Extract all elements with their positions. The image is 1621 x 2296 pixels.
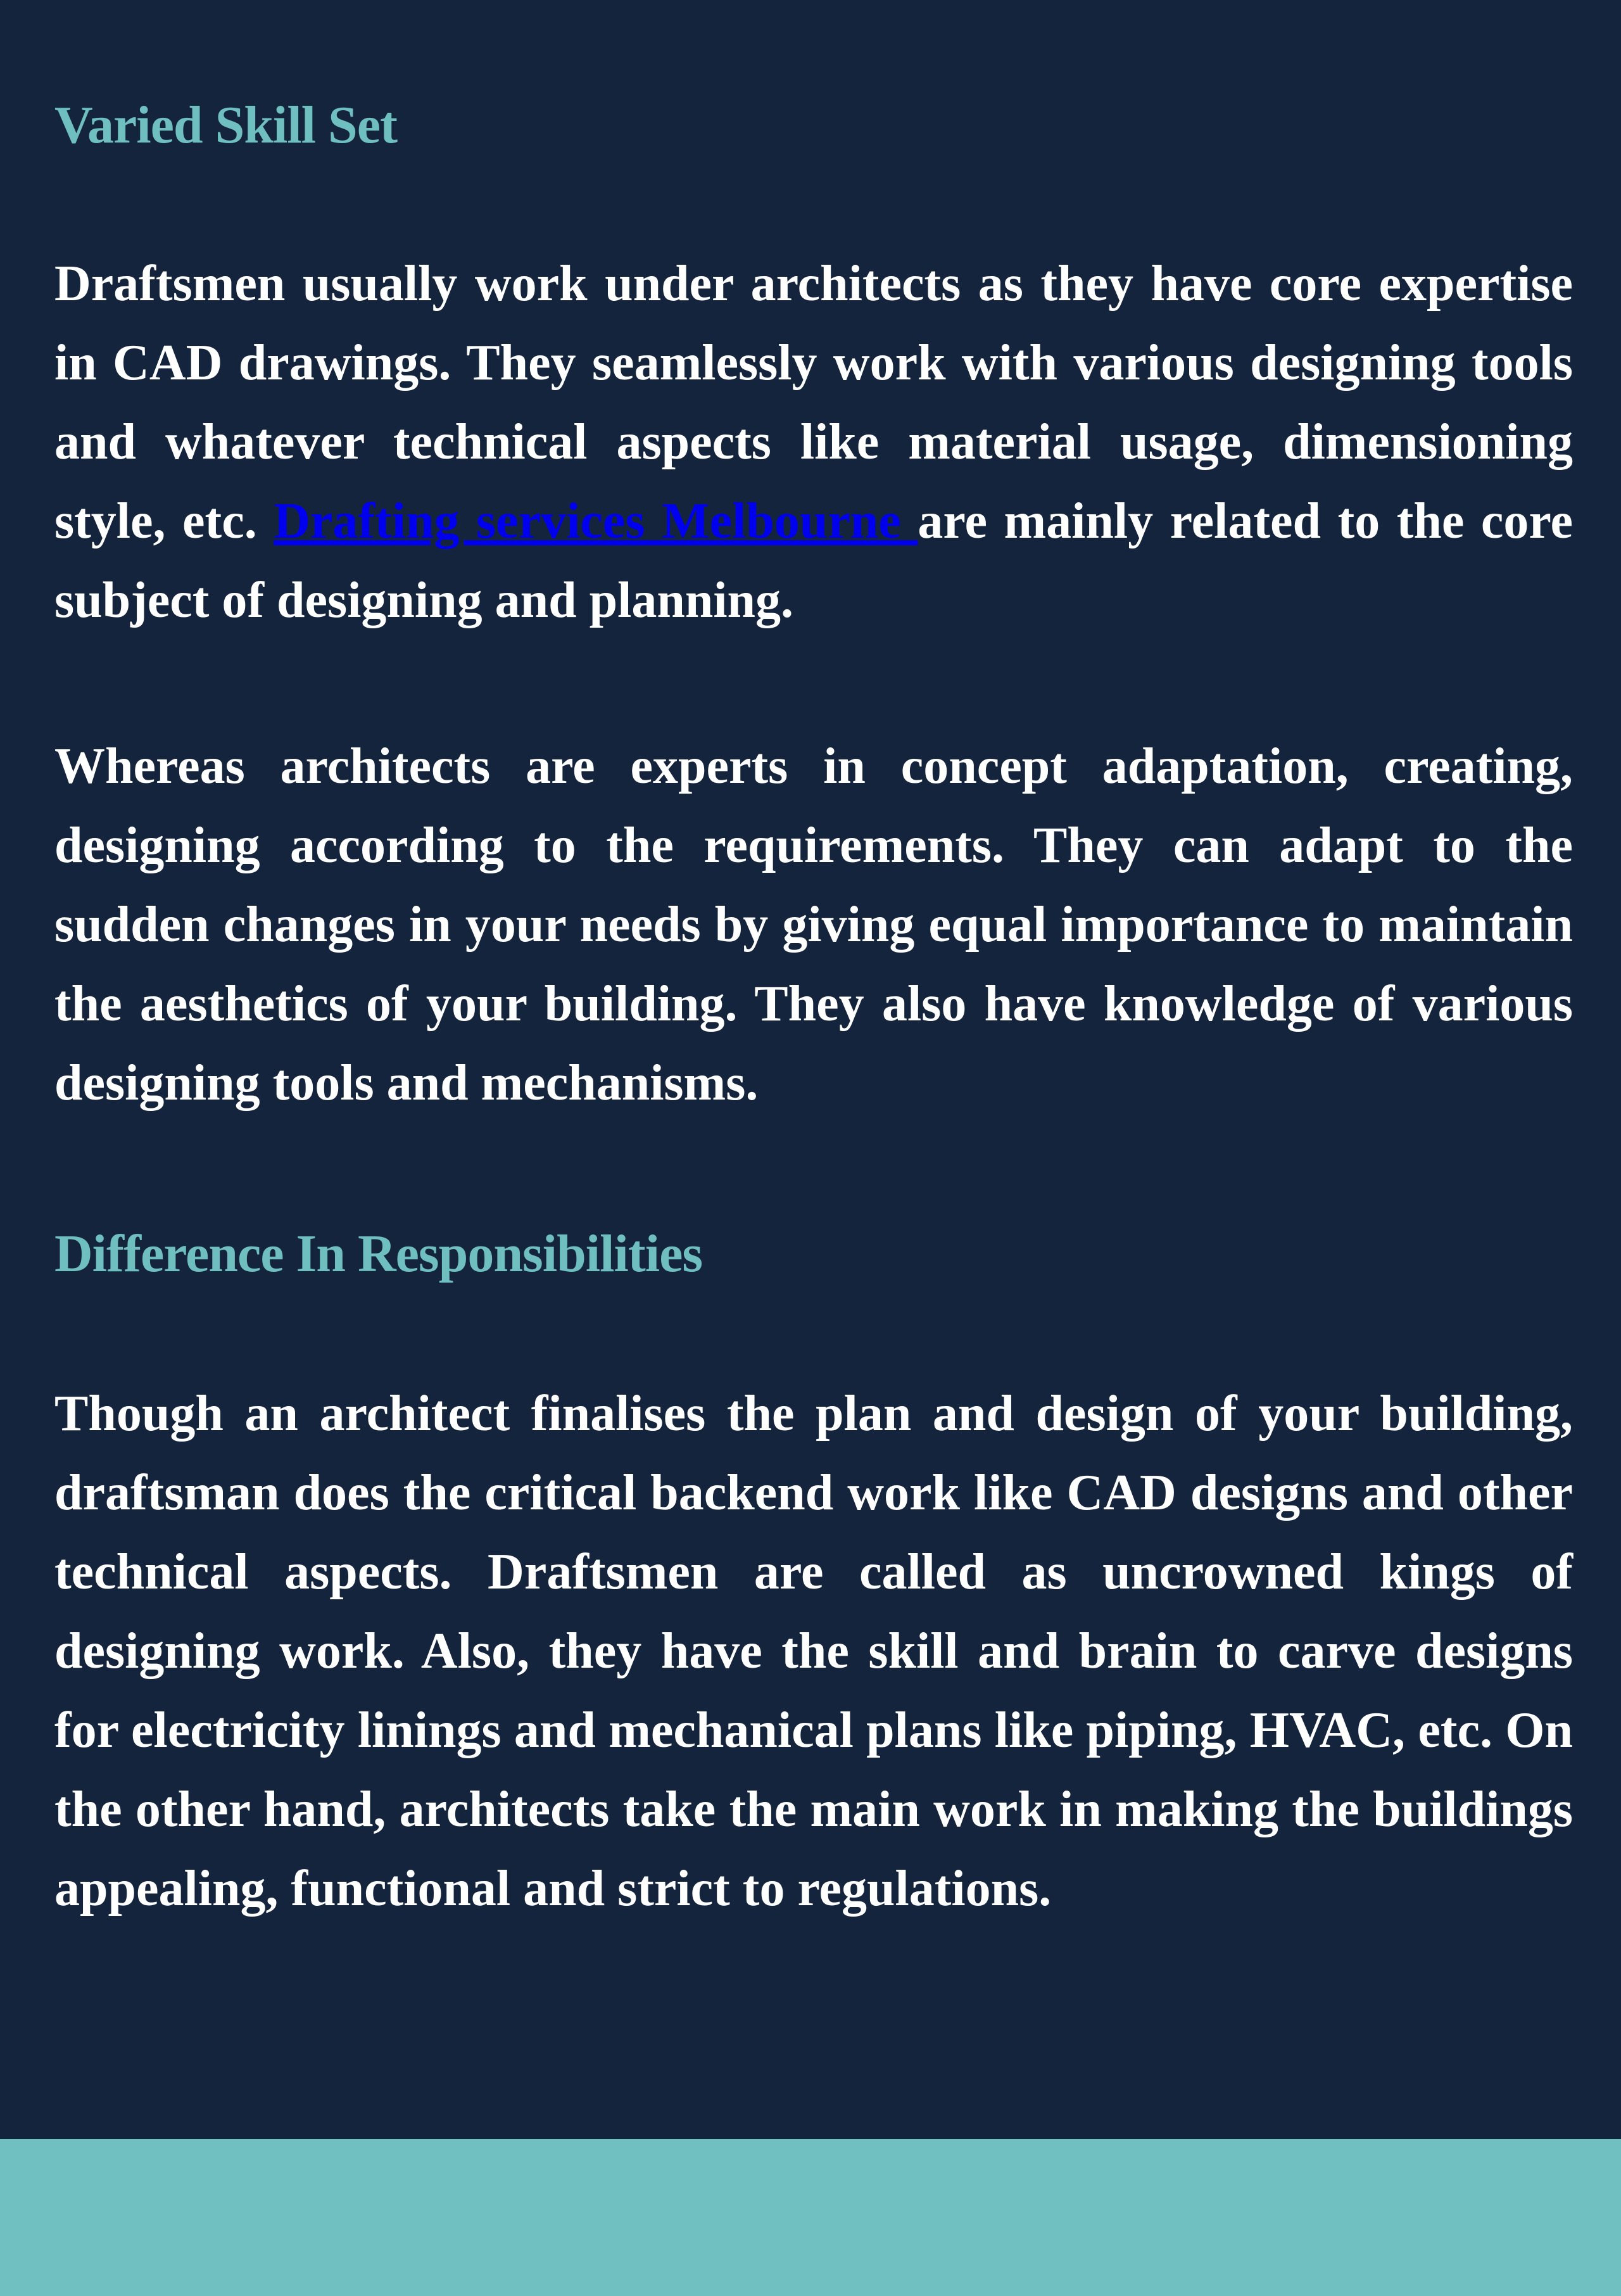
paragraph-text-after-link: are mainly related to the core subject of designing and planning. [54,493,1573,628]
footer-band [0,2139,1621,2296]
section-heading-varied-skill-set: Varied Skill Set [54,96,397,155]
drafting-services-melbourne-link[interactable]: Drafting services Melbourne [274,493,918,549]
paragraph-responsibilities: Though an architect finalises the plan and design of your building, draftsman does the critical backend work like CAD designs and other technical aspects. Draftsmen are called as uncrowned kings of designing work. Also, they have the skill and brain to carve designs for electricity linings and mechanical plans like piping, HVAC, etc. On the other hand, architects take the main work in making the buildings appealing, functional and strict to regulations. [54,1386,1573,1917]
paragraph-draftsmen-expertise [54,244,1573,640]
paragraph-text-before-link: Draftsmen usually work under architects as they have core expertise in CAD drawings. They seamlessly work with various designing tools and whatever technical aspects like material usage, dimensioning style, etc. [54,256,1573,549]
paragraph-architects-expertise: Whereas architects are experts in concept adaptation, creating, designing according to the requirements. They can adapt to the sudden changes in your needs by giving equal importance to maintain the aesthetics of your building. They also have knowledge of various designing tools and mechanisms. [54,739,1573,1111]
section-heading-difference-in-responsibilities: Difference In Responsibilities [54,1224,703,1283]
